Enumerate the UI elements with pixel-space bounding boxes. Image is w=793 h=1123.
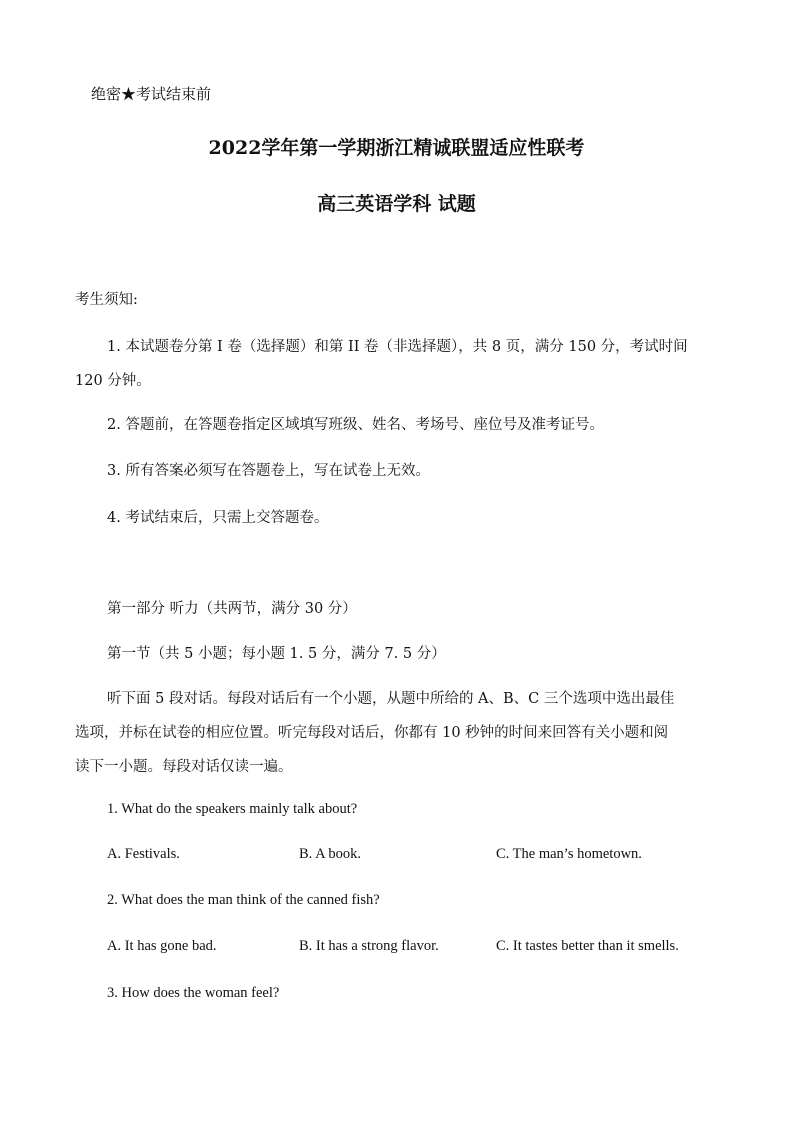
notice-item-3: 3. 所有答案必须写在答题卷上，写在试卷上无效。 <box>107 463 430 479</box>
exam-title: 2022学年第一学期浙江精诚联盟适应性联考 <box>208 137 585 159</box>
instructions-line-1: 听下面 5 段对话。每段对话后有一个小题，从题中所给的 A、B、C 三个选项中选出最佳 <box>107 691 675 707</box>
question-1-option-a: A. Festivals. <box>107 846 180 862</box>
notice-item-4: 4. 考试结束后，只需上交答题卷。 <box>107 510 329 526</box>
notice-item-2: 2. 答题前，在答题卷指定区域填写班级、姓名、考场号、座位号及准考证号。 <box>107 417 604 433</box>
notice-item-1-line-1: 1. 本试题卷分第 I 卷（选择题）和第 II 卷（非选择题），共 8 页，满分 150 分，考试时间 <box>107 339 688 355</box>
question-3: 3. How does the woman feel? <box>107 985 280 1001</box>
question-2-option-a: A. It has gone bad. <box>107 938 217 954</box>
question-1: 1. What do the speakers mainly talk about? <box>107 801 358 817</box>
notice-heading: 考生须知: <box>75 292 138 308</box>
question-2-option-b: B. It has a strong flavor. <box>299 938 439 954</box>
question-1-option-c: C. The man’s hometown. <box>496 846 642 862</box>
question-1-option-b: B. A book. <box>299 846 362 862</box>
part1-heading: 第一部分 听力（共两节，满分 30 分） <box>107 601 357 617</box>
question-2-option-c: C. It tastes better than it smells. <box>496 938 679 954</box>
instructions-line-2: 选项，并标在试卷的相应位置。听完每段对话后，你都有 10 秒钟的时间来回答有关小题和阅 <box>75 725 669 741</box>
question-2: 2. What does the man think of the canned fish? <box>107 892 380 908</box>
notice-item-1-line-2: 120 分钟。 <box>75 373 151 389</box>
instructions-line-3: 读下一小题。每段对话仅读一遍。 <box>75 759 293 775</box>
exam-subtitle: 高三英语学科 试题 <box>317 193 476 215</box>
section1-heading: 第一节（共 5 小题；每小题 1. 5 分，满分 7. 5 分） <box>107 646 446 662</box>
secret-label: 绝密★考试结束前 <box>91 85 212 103</box>
